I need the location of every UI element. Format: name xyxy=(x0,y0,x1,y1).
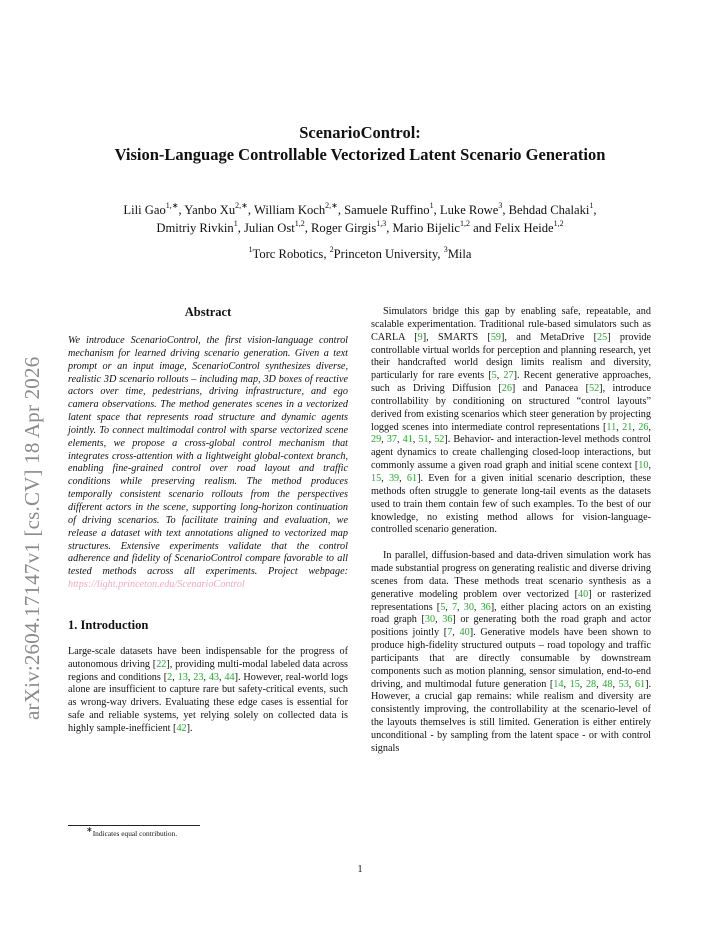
citation-link[interactable]: 5 xyxy=(491,370,497,382)
right-paragraph-2: In parallel, diffusion-based and data-driven simulation work has made substantial progress on generating realistic and diverse driving scenes from data. These methods treat scenario synthesis as a generative modeling problem over vectorized [40] or rasterized representations [5, 7, 30, 36], either placing actors on an existing road graph [30, 36] or generating both the road graph and actor positions jointly [7, 40]. Generative models have been shown to produce high-fidelity structured outputs – road topology and traffic participants that are directly consumable by downstream components such as motion planning, sensor simulation, end-to-end driving, and multimodal future generation [14, 15, 28, 48, 53, 61]. However, a crucial gap remains: while realism and diversity are consistently improving, the controllability at the scenario-level of the layouts themselves is still limited. Generation is either entirely unconditional - by sampling from the latent space - or with control signals xyxy=(371,550,652,754)
affiliation-marker: 1 xyxy=(248,244,253,254)
author-line-1: Lili Gao$^{1,∗}$, Yanbo $Xu^{2,∗}$, William Koch$^{2,∗}$, Samuele Ruffino$^1$, Luke Rowe$^3$, Behdad Chalaki$^1$, xyxy=(123,200,597,217)
affiliation-name: Mila xyxy=(447,247,472,261)
citation-link[interactable]: 15 xyxy=(371,472,382,484)
footnote-marker: ∗ xyxy=(86,824,93,834)
author-affiliation-marker: 2,∗ xyxy=(235,200,248,210)
citation-link[interactable]: 44 xyxy=(224,671,235,683)
right-column xyxy=(371,306,651,756)
author-affiliation-marker: 1 xyxy=(429,200,434,210)
affiliation-name: Torc Robotics xyxy=(252,247,324,261)
citation-link[interactable]: 26 xyxy=(501,383,512,395)
affiliation-marker: 2 xyxy=(329,244,334,254)
citation-link[interactable]: 27 xyxy=(503,370,514,382)
citation-link[interactable]: 25 xyxy=(597,331,608,343)
footnote-text: Indicates equal contribution. xyxy=(92,829,178,838)
citation-link[interactable]: 13 xyxy=(177,671,188,683)
page-number: 1 xyxy=(357,864,363,875)
abstract-heading: Abstract xyxy=(184,305,232,319)
citation-link[interactable]: 28 xyxy=(585,678,597,690)
citation-link[interactable]: 59 xyxy=(490,331,501,343)
author-name: Yanbo Xu xyxy=(184,203,236,217)
citation-link[interactable]: 29 xyxy=(371,434,382,446)
citation-link[interactable]: 10 xyxy=(638,460,649,472)
citation-link[interactable]: 23 xyxy=(193,671,204,683)
citation-link[interactable]: 42 xyxy=(176,722,187,734)
author-list xyxy=(60,201,660,237)
author-name: Behdad Chalaki xyxy=(508,203,590,217)
citation-link[interactable]: 36 xyxy=(442,614,453,626)
author-name: Roger Girgis xyxy=(311,221,377,235)
citation-link[interactable]: 36 xyxy=(480,601,491,613)
introduction-heading: 1. Introduction xyxy=(68,617,149,632)
citation-link[interactable]: 11 xyxy=(606,421,617,433)
author-affiliation-marker: 3 xyxy=(498,200,503,210)
project-webpage-link[interactable]: https://light.princeton.edu/ScenarioControl xyxy=(68,579,245,591)
left-column xyxy=(68,305,348,736)
paper-title xyxy=(0,122,720,166)
affiliation-name: Princeton University xyxy=(333,247,438,261)
citation-link[interactable]: 30 xyxy=(424,614,436,626)
author-name: William Koch xyxy=(253,203,326,217)
citation-link[interactable]: 40 xyxy=(578,588,589,600)
affiliations: $^1$Torc Robotics, $^2$Princeton University, $^3$Mila xyxy=(248,244,472,261)
citation-link[interactable]: 41 xyxy=(402,434,413,446)
citation-link[interactable]: 9 xyxy=(417,331,423,343)
footnote xyxy=(86,824,178,838)
citation-link[interactable]: 39 xyxy=(388,472,400,484)
author-name: Lili Gao xyxy=(123,203,166,217)
citation-link[interactable]: 52 xyxy=(434,434,445,446)
citation-link[interactable]: 61 xyxy=(406,472,418,484)
paper-title-line-2: Vision-Language Controllable Vectorized Latent Scenario Generation xyxy=(114,145,606,164)
author-line-2: Dmitriy Rivkin$^1$, Julian Ost$^{1,2}$, Roger Girgis$^{1,3}$, Mario Bijelic$^{1,2}$ and Felix Heide$^{1,2}$ xyxy=(156,218,564,235)
citation-link[interactable]: 22 xyxy=(156,658,167,670)
author-name: Samuele Ruffino xyxy=(344,203,430,217)
author-affiliation-marker: 1,2 xyxy=(553,218,564,228)
citation-link[interactable]: 48 xyxy=(602,678,613,690)
citation-link[interactable]: 15 xyxy=(569,678,580,690)
citation-link[interactable]: 7 xyxy=(447,627,453,639)
author-name: Mario Bijelic xyxy=(392,221,461,235)
arxiv-identifier-stamp: arXiv:2604.17147v1 [cs.CV] 18 Apr 2026 xyxy=(20,356,44,720)
citation-link[interactable]: 37 xyxy=(386,434,397,446)
author-name: Felix Heide xyxy=(494,221,554,235)
author-name: Dmitriy Rivkin xyxy=(156,221,234,235)
citation-link[interactable]: 14 xyxy=(553,678,564,690)
citation-link[interactable]: 51 xyxy=(418,434,429,446)
citation-link[interactable]: 61 xyxy=(634,678,646,690)
citation-link[interactable]: 7 xyxy=(451,601,458,613)
author-affiliation-marker: 1 xyxy=(589,200,594,210)
citation-link[interactable]: 53 xyxy=(618,678,629,690)
citation-link[interactable]: 26 xyxy=(638,421,649,433)
citation-link[interactable]: 52 xyxy=(588,383,600,395)
author-affiliation-marker: 1,2 xyxy=(460,218,471,228)
paper-title-line-1: ScenarioControl: xyxy=(299,123,421,142)
author-affiliation-marker: 2,∗ xyxy=(325,200,338,210)
citation-link[interactable]: 5 xyxy=(440,601,446,613)
citation-link[interactable]: 2 xyxy=(167,671,173,683)
citation-link[interactable]: 43 xyxy=(208,671,219,683)
author-affiliation-marker: 1,2 xyxy=(294,218,305,228)
abstract-text xyxy=(68,335,348,592)
author-affiliation-marker: 1 xyxy=(233,218,238,228)
author-name: Luke Rowe xyxy=(439,203,499,217)
right-paragraph-1: Simulators bridge this gap by enabling safe, repeatable, and scalable experimentation. Traditional rule-based simulators such as CARLA [9], SMARTS [59], and MetaDrive [25] provide controllable virtual worlds for perception and planning research, yet their handcrafted world design limits realism and diversity, particularly for rare events [5, 27]. Recent generative approaches, such as Driving Diffusion [26] and Panacea [52], introduce controllability by conditioning on structured “control layouts” derived from existing scenarios which steer generation by projecting logged scenes into intermediate control representations [11, 21, 26, 29, 37, 41, 51, 52]. Behavior- and interaction-level methods control agent dynamics to create challenging closed-loop interactions, but commonly assume a given road graph and initial scene context [10, 15, 39, 61]. Even for a given initial scenario description, these methods often struggle to generate long-tail events as the datasets used to train them contain few of such examples. To the best of our knowledge, no existing method allows for vision-language-controlled scenario generation. xyxy=(371,306,652,536)
author-name: Julian Ost xyxy=(244,221,295,235)
citation-link[interactable]: 21 xyxy=(622,421,633,433)
abstract-body: We introduce ScenarioControl, the first vision-language control mechanism for learned driving scenario generation. Given a text prompt or an input image, ScenarioControl synthesizes diverse, realistic 3D scenario rollouts – including map, 3D boxes of reactive actors over time, pedestrians, driving infrastructure, and ego camera observations. The method generates scenes in a vectorized latent space that represents road structure and dynamic agents jointly. To connect multimodal control with sparse vectorized scene elements, we propose a cross-global control mechanism that integrates cross-attention with a lightweight global-context branch, enabling fine-grained control over road layout and traffic conditions while preserving realism. The method produces temporally consistent scenario rollouts from the perspectives different actors in the scene, supporting long-horizon continuation of driving scenarios. To facilitate training and evaluation, we release a dataset with text annotations aligned to vectorized map structures. Extensive experiments validate that the control adherence and fidelity of ScenarioControl compare favorable to all tested methods across all experiments. Project webpage: xyxy=(68,335,348,578)
citation-link[interactable]: 30 xyxy=(463,601,474,613)
author-affiliation-marker: 1,3 xyxy=(376,218,387,228)
author-affiliation-marker: 1,∗ xyxy=(165,200,179,210)
citation-link[interactable]: 40 xyxy=(459,627,470,639)
introduction-paragraph-1: Large-scale datasets have been indispensable for the progress of autonomous driving [22], providing multi-modal labeled data across regions and conditions [2, 13, 23, 43, 44]. However, real-world logs alone are insufficient to capture rare but safety-critical events, such as wrong-way drivers. Evaluating these edge cases is essential for safe and reliable systems, yet relying solely on collected data is highly sample-inefficient [42]. xyxy=(68,645,349,734)
affiliation-marker: 3 xyxy=(443,244,448,254)
